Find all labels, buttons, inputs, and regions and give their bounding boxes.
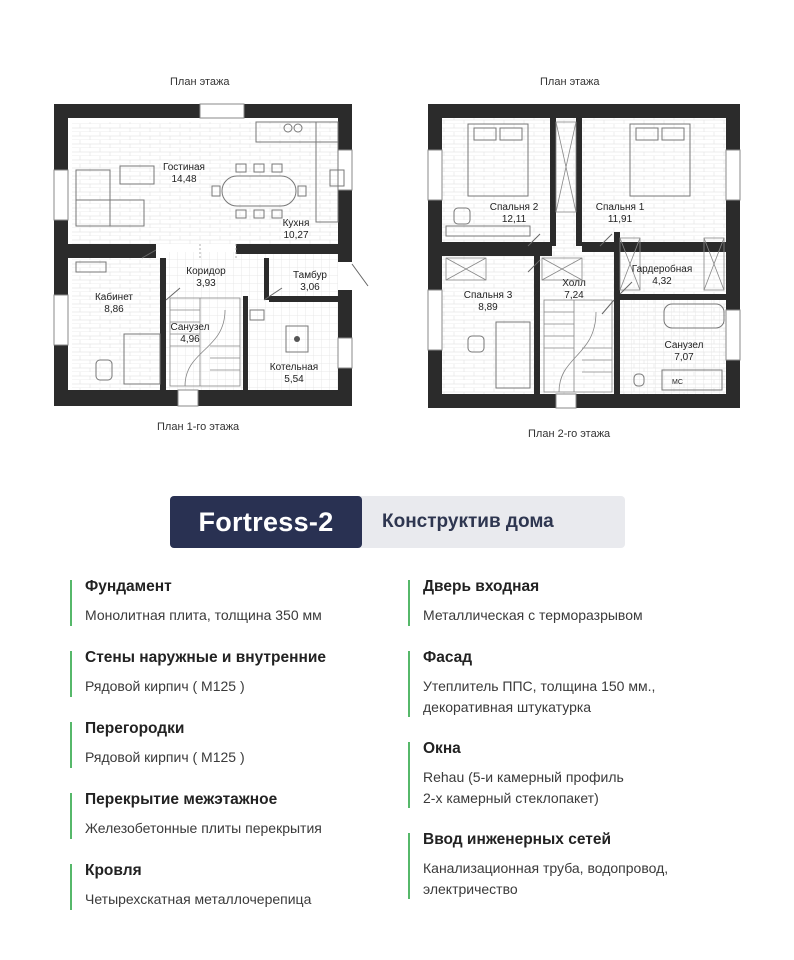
spec-title: Окна [423, 740, 461, 757]
label-office-name: Кабинет [94, 292, 134, 303]
label-mc: МС [672, 379, 683, 386]
spec-title: Перегородки [85, 720, 185, 737]
spec-entrance-door [408, 580, 643, 626]
label-bedroom3-area: 8,89 [478, 302, 498, 313]
model-name: Fortress-2 [170, 496, 362, 548]
spec-text: Монолитная плита, толщина 350 мм [85, 607, 322, 623]
label-living-area: 14,48 [171, 174, 197, 185]
spec-title: Дверь входная [423, 578, 540, 595]
floor1-top-caption: План этажа [170, 76, 230, 88]
label-vestibule-area: 3,06 [300, 282, 320, 293]
label-bathroom1-area: 4,96 [180, 334, 200, 345]
label-corridor-area: 3,93 [196, 278, 216, 289]
spec-walls [70, 651, 326, 697]
label-bedroom2-area: 12,11 [501, 214, 527, 225]
spec-text-line: электричество [423, 881, 518, 897]
label-hall-area: 7,24 [564, 290, 584, 301]
label-wardrobe-name: Гардеробная [631, 264, 693, 275]
label-office-area: 8,86 [104, 304, 124, 315]
label-boiler-area: 5,54 [284, 374, 304, 385]
spec-text: Четырехскатная металлочерепица [85, 891, 312, 907]
spec-title: Фундамент [85, 578, 172, 595]
label-boiler-name: Котельная [269, 362, 319, 373]
spec-roof [70, 864, 311, 910]
floor2-bottom-caption: План 2-го этажа [528, 428, 611, 440]
spec-title: Фасад [423, 649, 473, 666]
spec-text: Железобетонные плиты перекрытия [85, 820, 322, 836]
label-bedroom2-name: Спальня 2 [489, 202, 539, 213]
floor2-plan [424, 100, 748, 412]
floor1-bottom-caption: План 1-го этажа [157, 421, 240, 433]
spec-windows [408, 742, 624, 808]
spec-title: Кровля [85, 862, 142, 879]
spec-partitions [70, 722, 245, 768]
label-hall-name: Холл [562, 278, 586, 289]
spec-title: Перекрытие межэтажное [85, 791, 278, 808]
spec-title: Ввод инженерных сетей [423, 831, 611, 848]
title-banner [170, 496, 625, 548]
label-kitchen-area: 10,27 [283, 230, 309, 241]
spec-text-line: Утеплитель ППС, толщина 150 мм., [423, 678, 656, 694]
label-bathroom1-name: Санузел [170, 322, 210, 333]
label-bedroom1-area: 11,91 [607, 214, 633, 225]
floor2-top-caption: План этажа [540, 76, 600, 88]
label-bathroom2-area: 7,07 [674, 352, 694, 363]
label-bedroom3-name: Спальня 3 [463, 290, 513, 301]
spec-floor-slab [70, 793, 322, 839]
floor1-plan [50, 100, 380, 410]
spec-text-line: 2-х камерный стеклопакет) [423, 790, 599, 806]
label-wardrobe-area: 4,32 [652, 276, 672, 287]
label-corridor-name: Коридор [186, 266, 226, 277]
spec-title: Стены наружные и внутренние [85, 649, 326, 666]
label-bedroom1-name: Спальня 1 [595, 202, 645, 213]
spec-text: Рядовой кирпич ( М125 ) [85, 678, 245, 694]
label-vestibule-name: Тамбур [293, 270, 327, 281]
label-kitchen-name: Кухня [282, 218, 310, 229]
section-subtitle: Конструктив дома [382, 511, 554, 532]
spec-text-line: Rehau (5-и камерный профиль [423, 769, 624, 785]
spec-text-line: Канализационная труба, водопровод, [423, 860, 669, 876]
spec-utilities [408, 833, 668, 899]
spec-foundation [70, 580, 322, 626]
label-living-name: Гостиная [163, 162, 205, 173]
spec-text: Рядовой кирпич ( М125 ) [85, 749, 245, 765]
label-bathroom2-name: Санузел [664, 340, 704, 351]
spec-facade [408, 651, 655, 717]
spec-text: Металлическая с терморазрывом [423, 607, 643, 623]
spec-text-line: декоративная штукатурка [423, 699, 592, 715]
